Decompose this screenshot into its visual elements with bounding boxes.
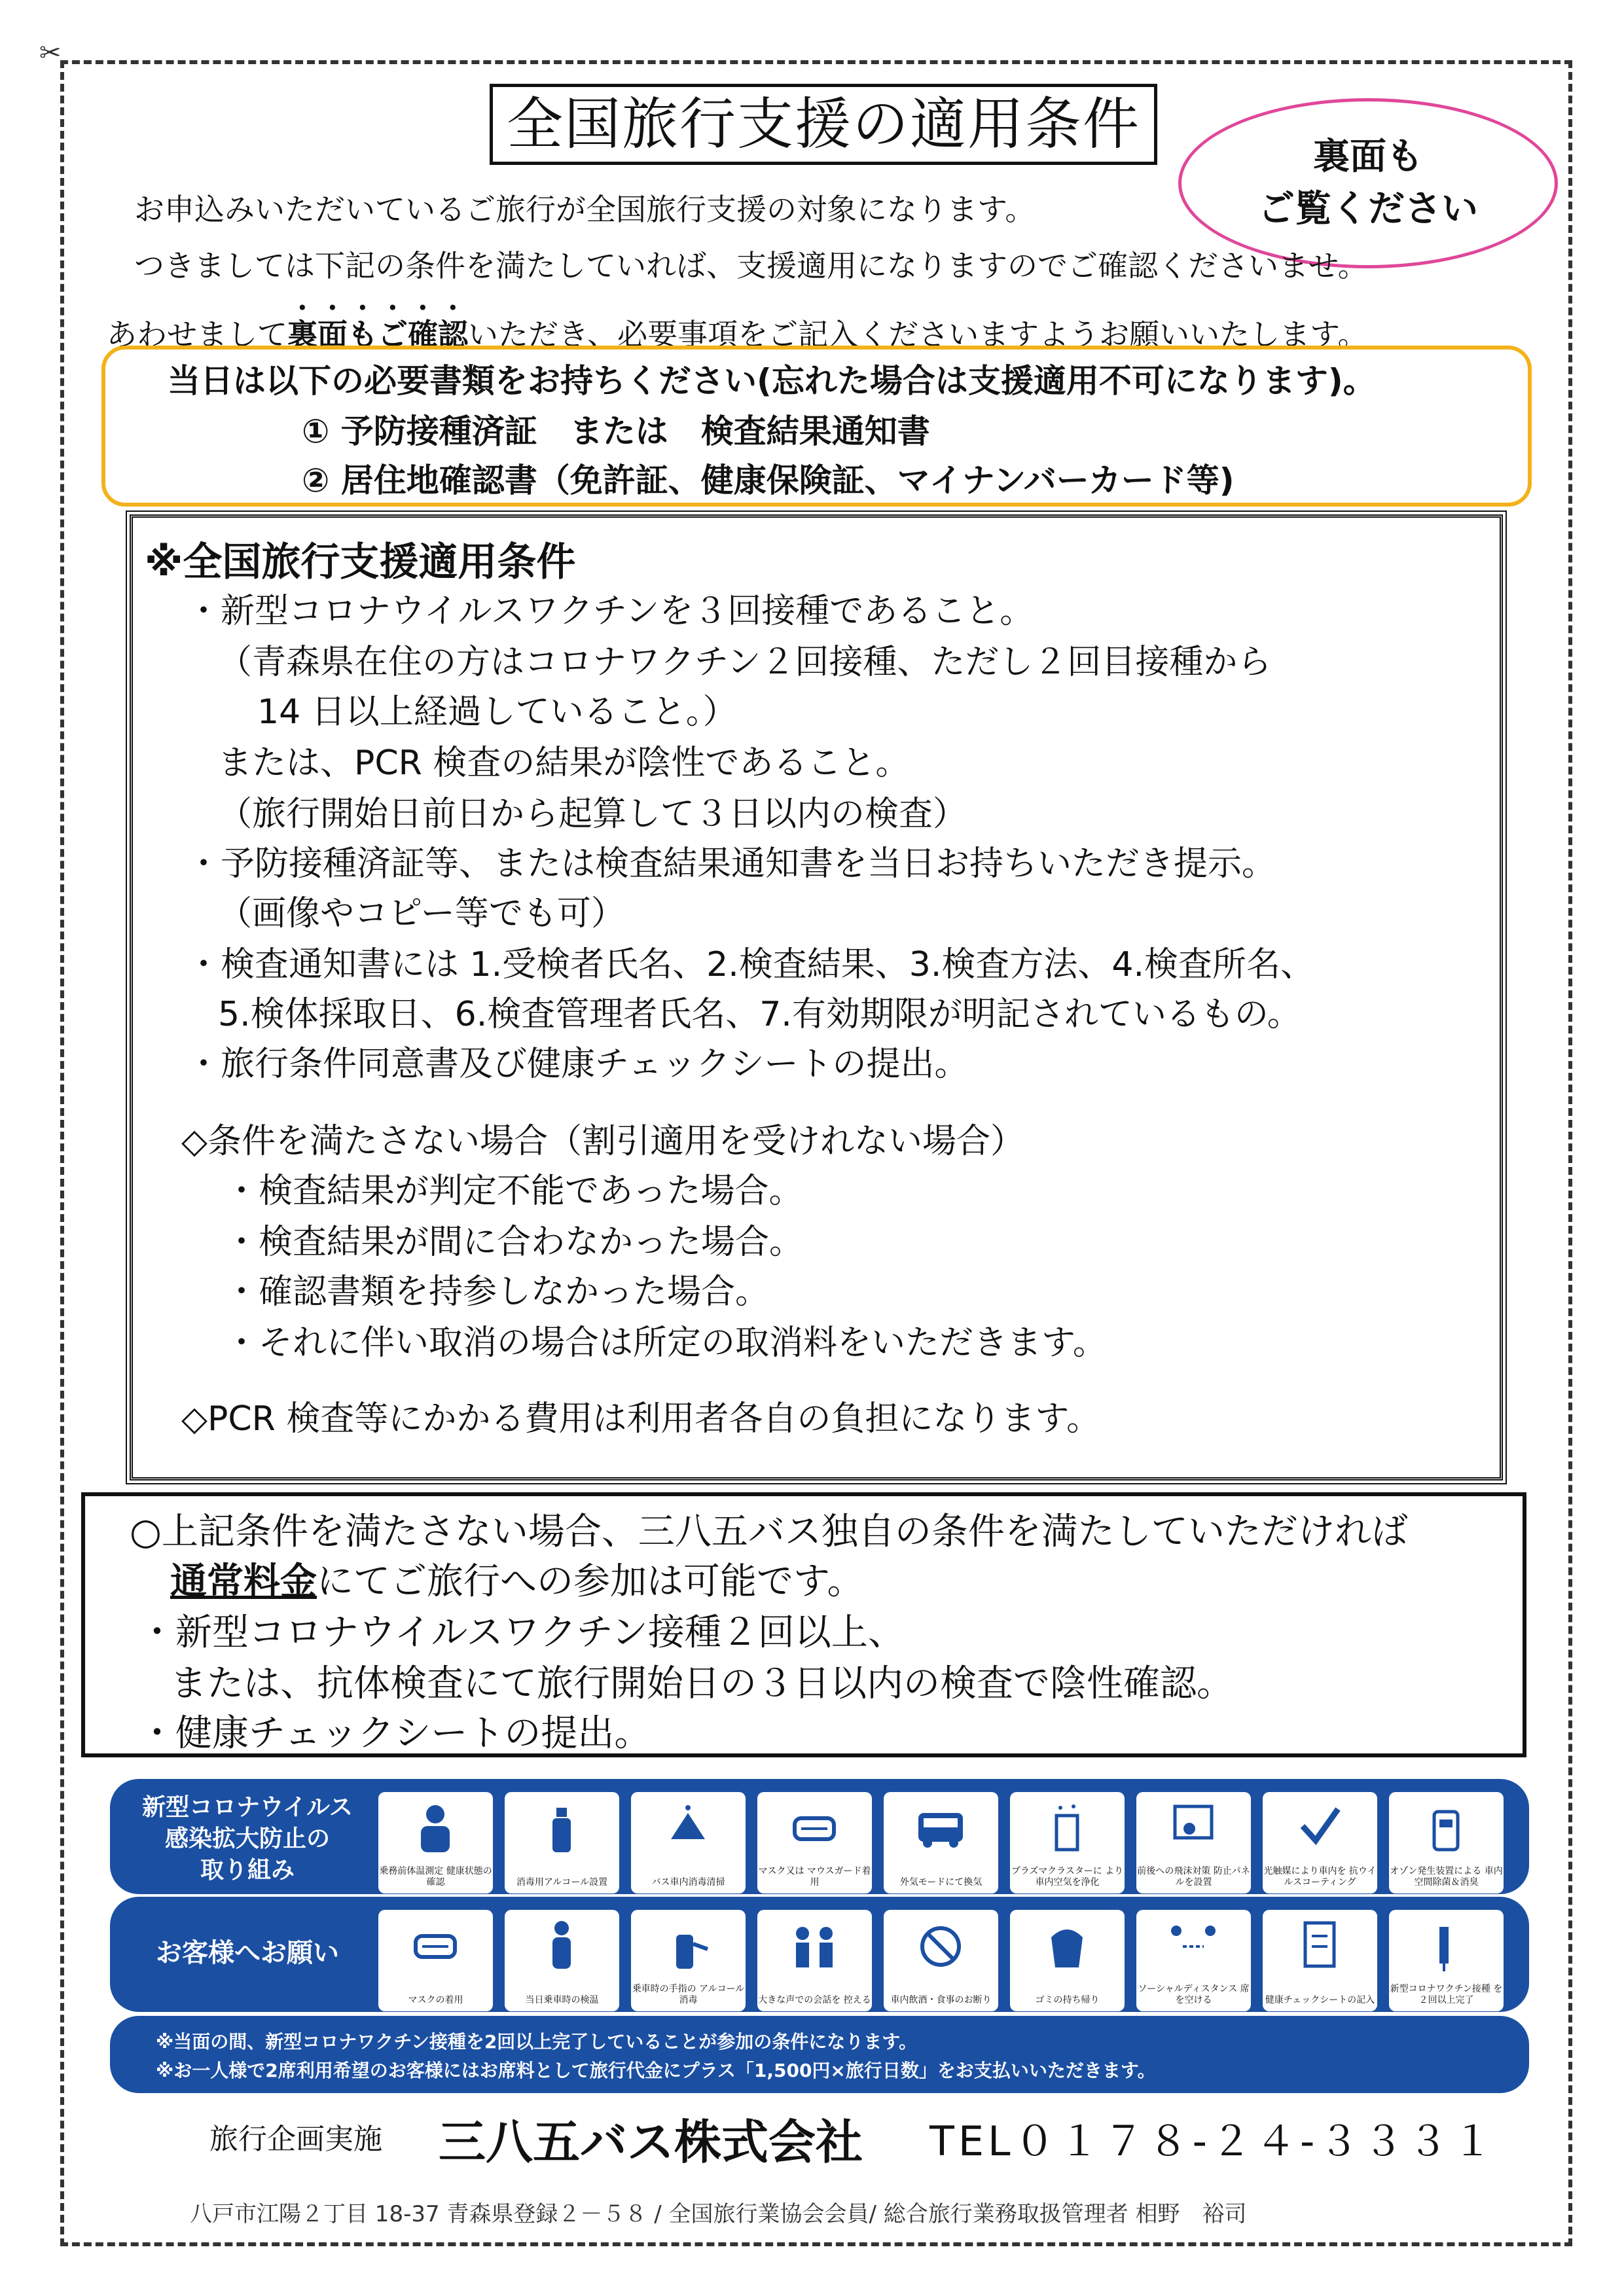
icon-caption: 健康チェックシートの記入 [1265,1995,1375,2005]
icon-card [1263,1910,1377,2011]
staff-health-icon [409,1800,461,1855]
not-met-heading: ◇条件を満たさない場合（割引適用を受けれない場合） [181,1122,1024,1161]
icon-card [1389,1792,1504,1893]
requests-panel-label: お客様へお願い [156,1938,339,1968]
no-drink-icon [914,1918,967,1973]
icon-caption: 前後への飛沫対策 防止パネルを設置 [1137,1866,1250,1888]
intro-line-3-post: いただき、必要事項をご記入くださいますようお願いいたします。 [468,317,1368,352]
notice-banner [110,2016,1529,2093]
icon-card [1136,1792,1251,1893]
icon-caption: 新型コロナワクチン接種 を２回以上完了 [1390,1984,1503,2005]
condition-line: （旅行開始日前日から起算して３日以内の検査） [218,795,967,834]
icon-caption: バス車内消毒清掃 [651,1877,725,1888]
condition-line: ・旅行条件同意書及び健康チェックシートの提出。 [187,1045,969,1084]
plasma-icon [1041,1800,1093,1855]
icon-card [757,1910,872,2011]
callout-line-2: ご覧ください [1258,188,1478,230]
customer-requests-panel [110,1897,1529,2012]
required-docs-heading: 当日は以下の必要書類をお持ちください(忘れた場合は支援適用不可になります)。 [168,362,1376,400]
icon-caption: 車内飲酒・食事のお断り [890,1995,992,2005]
callout-line-1: 裏面も [1313,135,1423,178]
icon-caption: ソーシャルディスタンス 席を空ける [1138,1984,1250,2005]
icon-card [505,1910,619,2011]
required-doc-item-2: ② 居住地確認書（免許証、健康保険証、マイナンバーカード等) [302,461,1235,499]
icon-caption: 外気モードにて換気 [899,1877,983,1888]
company-name: 三八五バス株式会社 [439,2115,863,2170]
coating-icon [1293,1800,1346,1855]
bus-icon [914,1800,967,1855]
checklist-icon [1293,1918,1346,1973]
icon-card [884,1910,998,2011]
icon-card [1136,1910,1251,2011]
icon-card [1263,1792,1377,1893]
icon-caption: 消毒用アルコール設置 [516,1877,608,1888]
condition-line: （青森県在住の方はコロナワクチン２回接種、ただし２回目接種から [218,643,1272,682]
condition-line: 5.検体採取日、6.検査管理者氏名、7.有効期限が明記されているもの。 [218,995,1301,1034]
icon-card [1389,1910,1504,2011]
icon-caption: マスクの着用 [408,1995,463,2005]
scissors-icon: ✂ [39,38,62,68]
panel-label-line: 新型コロナウイルス [142,1794,353,1821]
icon-caption: 光触媒により車内を 抗ウイルスコーティング [1263,1866,1377,1888]
icon-card [505,1792,619,1893]
icon-caption: プラズマクラスターに より車内空気を浄化 [1011,1866,1124,1888]
alt-line-2-post: にてご旅行への参加は可能です。 [317,1560,864,1603]
icon-caption: 乗車時の手指の アルコール消毒 [632,1984,745,2005]
icon-caption: ゴミの持ち帰り [1035,1995,1100,2005]
icon-card [1010,1792,1125,1893]
condition-line: または、PCR 検査の結果が陰性であること。 [218,744,910,783]
required-documents-box [101,346,1532,507]
condition-line: ・新型コロナウイルスワクチンを３回接種であること。 [187,592,1034,631]
icon-card [884,1792,998,1893]
cost-note: ◇PCR 検査等にかかる費用は利用者各自の負担になります。 [181,1399,1101,1439]
ozone-icon [1420,1800,1472,1855]
panel-label-line: 感染拡大防止の [164,1825,330,1852]
icon-caption: 当日乗車時の検温 [525,1995,599,2005]
required-doc-item-1: ① 予防接種済証 または 検査結果通知書 [302,412,930,450]
prevention-panel-label [123,1792,372,1886]
alt-line-2 [170,1552,864,1605]
condition-line: ・検査通知書には 1.受検者氏名、2.検査結果、3.検査方法、4.検査所名、 [187,945,1314,984]
trash-icon [1041,1918,1093,1973]
condition-line: （画像やコピー等でも可） [218,894,625,933]
vaccine-icon [1420,1918,1472,1973]
icon-card [378,1910,493,2011]
not-met-item: ・検査結果が間に合わなかった場合。 [225,1223,804,1262]
condition-line: ・予防接種済証等、または検査結果通知書を当日お持ちいただき提示。 [187,844,1276,884]
hand-sanitizer-icon [662,1918,714,1973]
not-met-item: ・検査結果が判定不能であった場合。 [225,1172,803,1211]
alt-line-4: または、抗体検査にて旅行開始日の３日以内の検査で陰性確認。 [170,1662,1233,1705]
icon-caption: オゾン発生装置による 車内空間除菌＆消臭 [1390,1866,1503,1888]
talk-icon [788,1918,840,1973]
conditions-box [130,514,1503,1480]
notice-line-1: ※当面の間、新型コロナワクチン接種を2回以上完了していることが参加の条件になります。 [156,2031,918,2053]
icon-caption: 乗務前体温測定 健康状態の確認 [379,1866,492,1888]
icon-card [757,1792,872,1893]
company-phone: TEL０１７８-２４-３３３１ [929,2117,1497,2165]
intro-line-2: つきましては下記の条件を満たしていれば、支援適用になりますのでご確認くださいませ。 [134,248,1368,283]
distance-icon [1167,1918,1219,1973]
alt-line-3: ・新型コロナウイルスワクチン接種２回以上、 [139,1611,905,1654]
not-met-item: ・確認書類を持参しなかった場合。 [225,1272,770,1312]
alt-line-1: ○上記条件を満たさない場合、三八五バス独自の条件を満たしていただければ [130,1511,1408,1553]
prevention-measures-panel [110,1779,1529,1894]
sanitizer-icon [535,1800,588,1855]
mask-icon [788,1800,840,1855]
footer-info: 八戸市江陽２丁目 18-37 青森県登録２－５８ / 全国旅行業協会会員/ 総合旅行業務取扱管理者 相野 裕司 [190,2201,1247,2227]
not-met-item: ・それに伴い取消の場合は所定の取消料をいただきます。 [225,1323,1107,1363]
panel-icon [1167,1800,1219,1855]
icon-card [1010,1910,1125,2011]
alt-line-5: ・健康チェックシートの提出。 [139,1712,651,1755]
page-title: 全国旅行支援の適用条件 [490,84,1157,165]
condition-line: 14 日以上経過していること。） [257,692,737,732]
panel-label-line: 取り組み [200,1857,295,1884]
icon-card [631,1910,746,2011]
conditions-heading: ※全国旅行支援適用条件 [145,539,576,585]
icon-card [631,1792,746,1893]
intro-line-1: お申込みいただいているご旅行が全国旅行支援の対象になります。 [134,192,1036,227]
notice-line-2: ※お一人様で2席利用希望のお客様にはお席料として旅行代金にプラス「1,500円×旅行日数」をお支払いいただきます。 [156,2060,1156,2081]
mask-icon [409,1918,461,1973]
intro-line-3-emphasis: 裏面もご確認 [287,317,468,352]
intro-line-3-pre: あわせまして [107,317,287,352]
company-label: 旅行企画実施 [209,2123,382,2156]
alternative-conditions-box [81,1492,1526,1757]
icon-caption: マスク又は マウスガード着用 [758,1866,871,1888]
regular-fare-text: 通常料金 [170,1560,317,1603]
disinfect-hand-icon [662,1800,714,1855]
icon-caption: 大きな声での会話を 控える [758,1995,871,2005]
thermometer-icon [535,1918,588,1973]
icon-card [378,1792,493,1893]
